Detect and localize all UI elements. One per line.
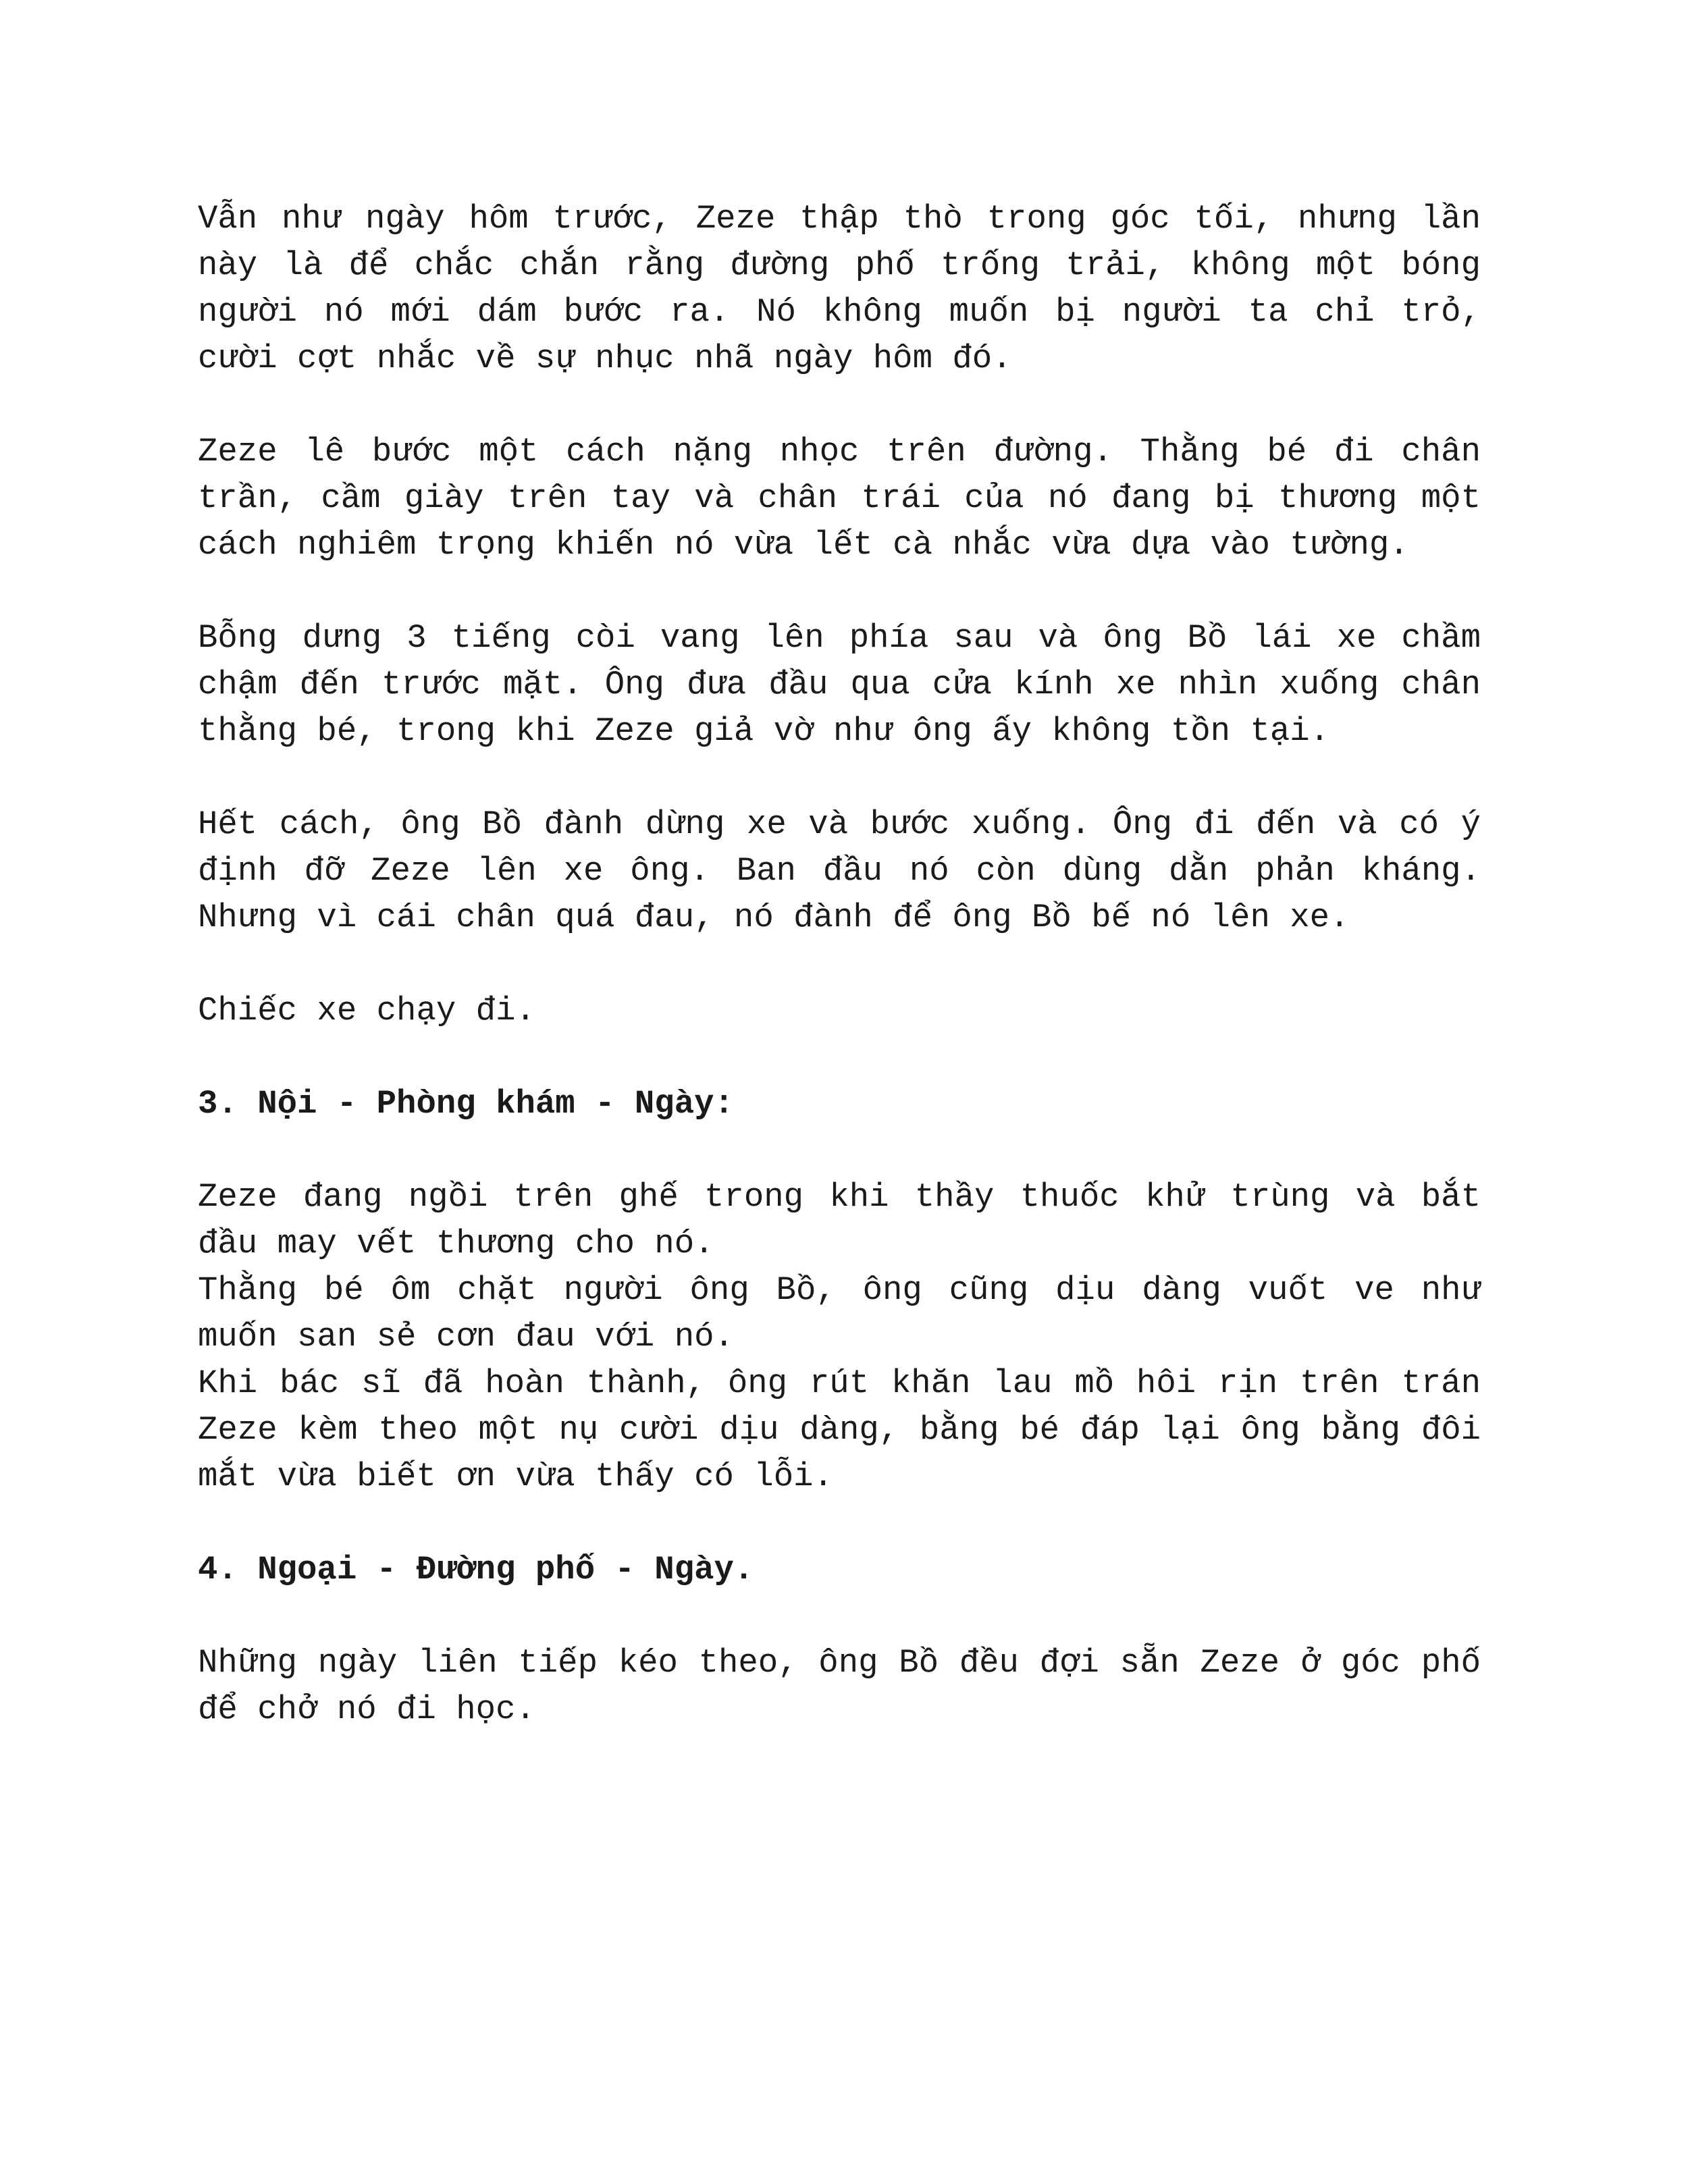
paragraph: Hết cách, ông Bồ đành dừng xe và bước xuống. Ông đi đến và có ý định đỡ Zeze lên xe ông. Ban đầu nó còn dùng dằn phản kháng. Nhưng vì cái chân quá đau, nó đành để ông Bồ bế nó lên xe. xyxy=(198,805,1481,936)
paragraph: Zeze lê bước một cách nặng nhọc trên đường. Thằng bé đi chân trần, cầm giày trên tay và chân trái của nó đang bị thương một cách nghiêm trọng khiến nó vừa lết cà nhắc vừa dựa vào tường. xyxy=(198,433,1481,564)
scene-heading: 3. Nội - Phòng khám - Ngày: xyxy=(198,1085,734,1123)
script-body xyxy=(198,196,1481,1780)
scene-heading: 4. Ngoại - Đường phố - Ngày. xyxy=(198,1551,754,1589)
paragraph: Vẫn như ngày hôm trước, Zeze thập thò trong góc tối, nhưng lần này là để chắc chắn rằng đường phố trống trải, không một bóng người nó mới dám bước ra. Nó không muốn bị người ta chỉ trỏ, cười cợt nhắc về sự nhục nhã ngày hôm đó. xyxy=(198,200,1481,377)
paragraph: Khi bác sĩ đã hoàn thành, ông rút khăn lau mồ hôi rịn trên trán Zeze kèm theo một nụ cười dịu dàng, bằng bé đáp lại ông bằng đôi mắt vừa biết ơn vừa thấy có lỗi. xyxy=(198,1364,1481,1495)
paragraph: Chiếc xe chạy đi. xyxy=(198,992,535,1030)
paragraph: Những ngày liên tiếp kéo theo, ông Bồ đều đợi sẵn Zeze ở góc phố để chở nó đi học. xyxy=(198,1644,1481,1728)
paragraph: Thằng bé ôm chặt người ông Bồ, ông cũng dịu dàng vuốt ve như muốn san sẻ cơn đau với nó. xyxy=(198,1271,1481,1356)
paragraph: Zeze đang ngồi trên ghế trong khi thầy thuốc khử trùng và bắt đầu may vết thương cho nó. xyxy=(198,1178,1481,1262)
paragraph: Bỗng dưng 3 tiếng còi vang lên phía sau và ông Bồ lái xe chầm chậm đến trước mặt. Ông đưa đầu qua cửa kính xe nhìn xuống chân thằng bé, trong khi Zeze giả vờ như ông ấy không tồn tại. xyxy=(198,619,1481,750)
